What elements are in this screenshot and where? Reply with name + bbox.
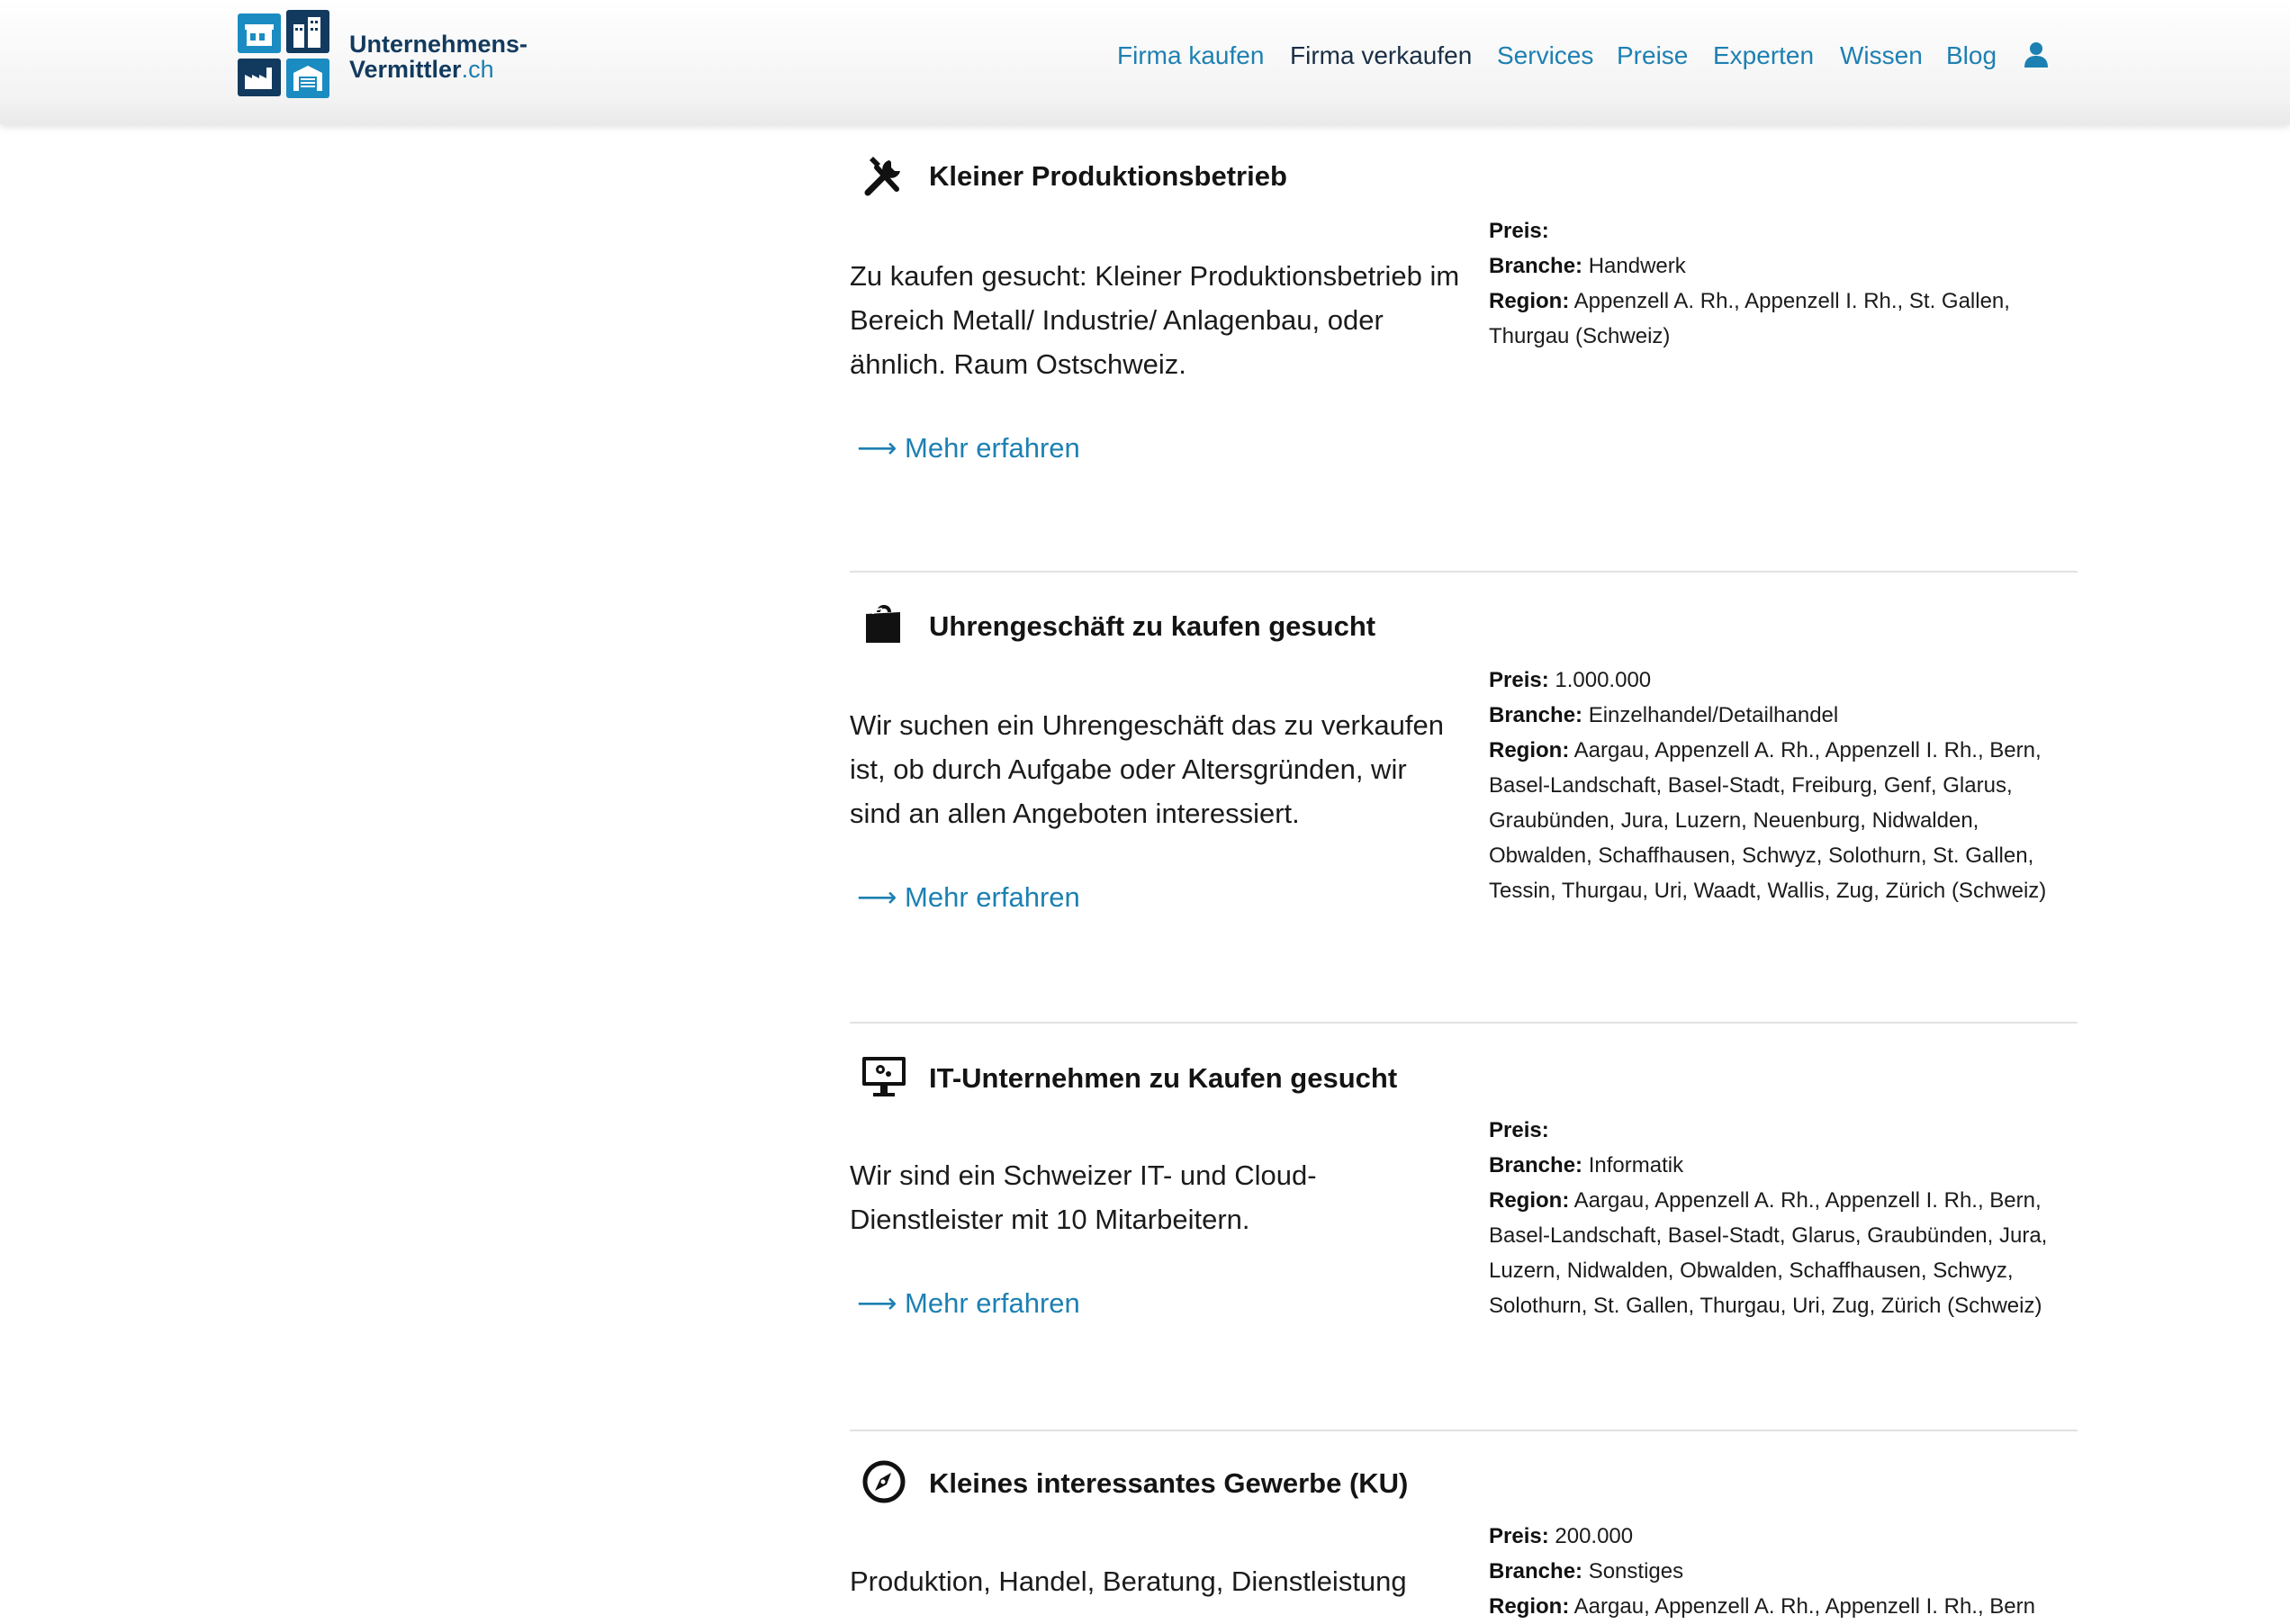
tools-icon xyxy=(861,153,907,200)
compass-icon xyxy=(861,1458,907,1505)
listing-description: Wir sind ein Schweizer IT- und Cloud-Dienstleister mit 10 Mitarbeitern. xyxy=(850,1159,1317,1235)
listing-meta xyxy=(1489,1519,2083,1624)
branch-label: Branche: xyxy=(1489,1153,1583,1177)
branch-row xyxy=(1489,248,2083,284)
price-label: Preis: xyxy=(1489,1524,1549,1548)
branch-value: Informatik xyxy=(1588,1153,1684,1177)
price-value: 200.000 xyxy=(1555,1524,1634,1548)
price-label: Preis: xyxy=(1489,219,1549,243)
listing-title[interactable]: IT-Unternehmen zu Kaufen gesucht xyxy=(929,1062,1398,1094)
listing-title[interactable]: Kleines interessantes Gewerbe (KU) xyxy=(929,1467,1409,1499)
listing-meta xyxy=(1489,1113,2083,1323)
region-row xyxy=(1489,733,2083,908)
region-label: Region: xyxy=(1489,738,1570,762)
listing-description: Produktion, Handel, Beratung, Dienstleistung xyxy=(850,1565,1407,1597)
region-value: Aargau, Appenzell A. Rh., Appenzell I. Rh., Bern xyxy=(1573,1594,2035,1619)
divider xyxy=(850,571,2078,573)
branch-label: Branche: xyxy=(1489,703,1583,727)
price-value: 1.000.000 xyxy=(1555,668,1652,692)
region-value: Aargau, Appenzell A. Rh., Appenzell I. Rh., Bern, Basel-Landschaft, Basel-Stadt, Glarus, Graubünden, Jura, Luzern, Nidwalden, Obwalden, Schaffhausen, Schwyz, Solothurn, St. Gallen, Thurgau, Uri, Zug, Zürich (Schweiz) xyxy=(1489,1188,2048,1318)
listing-meta xyxy=(1489,663,2083,908)
branch-value: Einzelhandel/Detailhandel xyxy=(1588,703,1839,727)
logo-line2-suffix: .ch xyxy=(461,56,494,83)
more-link[interactable]: ⟶ Mehr erfahren xyxy=(857,432,1080,464)
price-row xyxy=(1489,1113,2083,1148)
region-row xyxy=(1489,284,2083,354)
more-link[interactable]: ⟶ Mehr erfahren xyxy=(857,1287,1080,1319)
region-label: Region: xyxy=(1489,289,1570,313)
nav-services[interactable]: Services xyxy=(1497,41,1594,69)
price-label: Preis: xyxy=(1489,1118,1549,1142)
nav-preise[interactable]: Preise xyxy=(1617,41,1689,69)
divider xyxy=(850,1430,2078,1431)
branch-label: Branche: xyxy=(1489,1559,1583,1583)
divider xyxy=(850,1022,2078,1024)
region-value: Appenzell A. Rh., Appenzell I. Rh., St. Gallen, Thurgau (Schweiz) xyxy=(1489,289,2010,348)
branch-value: Handwerk xyxy=(1588,254,1686,278)
nav-wissen[interactable]: Wissen xyxy=(1840,41,1923,69)
nav-experten[interactable]: Experten xyxy=(1713,41,1815,69)
price-row xyxy=(1489,663,2083,698)
listing-title[interactable]: Kleiner Produktionsbetrieb xyxy=(929,160,1287,192)
price-row xyxy=(1489,1519,2083,1554)
region-label: Region: xyxy=(1489,1188,1570,1213)
region-label: Region: xyxy=(1489,1594,1570,1619)
listing-description: Zu kaufen gesucht: Kleiner Produktionsbetrieb im Bereich Metall/ Industrie/ Anlagenbau, oder ähnlich. Raum Ostschweiz. xyxy=(850,260,1460,380)
listing-title[interactable]: Uhrengeschäft zu kaufen gesucht xyxy=(929,610,1376,642)
listing-meta xyxy=(1489,213,2083,354)
monitor-gear-icon xyxy=(861,1053,907,1100)
site-header xyxy=(0,0,2290,124)
region-row xyxy=(1489,1183,2083,1323)
branch-row xyxy=(1489,698,2083,733)
branch-row xyxy=(1489,1554,2083,1589)
region-row xyxy=(1489,1589,2083,1624)
price-row xyxy=(1489,213,2083,248)
logo-line2-main: Vermittler xyxy=(349,56,462,83)
branch-row xyxy=(1489,1148,2083,1183)
region-value: Aargau, Appenzell A. Rh., Appenzell I. Rh., Bern, Basel-Landschaft, Basel-Stadt, Freiburg, Genf, Glarus, Graubünden, Jura, Luzern, Neuenburg, Nidwalden, Obwalden, Schaffhausen, Schwyz, Solothurn, St. Gallen, Tessin, Thurgau, Uri, Waadt, Wallis, Zug, Zürich (Schweiz) xyxy=(1489,738,2047,903)
price-label: Preis: xyxy=(1489,668,1549,692)
nav-firma-kaufen[interactable]: Firma kaufen xyxy=(1117,41,1265,69)
shopping-bag-icon xyxy=(861,601,907,648)
branch-value: Sonstiges xyxy=(1588,1559,1684,1583)
main-navigation xyxy=(0,36,2290,76)
logo-line1: Unternehmens- xyxy=(349,31,528,58)
nav-blog[interactable]: Blog xyxy=(1946,41,1997,69)
branch-label: Branche: xyxy=(1489,254,1583,278)
user-icon[interactable] xyxy=(2024,41,2049,68)
nav-firma-verkaufen[interactable]: Firma verkaufen xyxy=(1290,41,1473,69)
more-link[interactable]: ⟶ Mehr erfahren xyxy=(857,881,1080,913)
listing-description: Wir suchen ein Uhrengeschäft das zu verkaufen ist, ob durch Aufgabe oder Altersgründen, wir sind an allen Angeboten interessiert. xyxy=(850,709,1444,829)
